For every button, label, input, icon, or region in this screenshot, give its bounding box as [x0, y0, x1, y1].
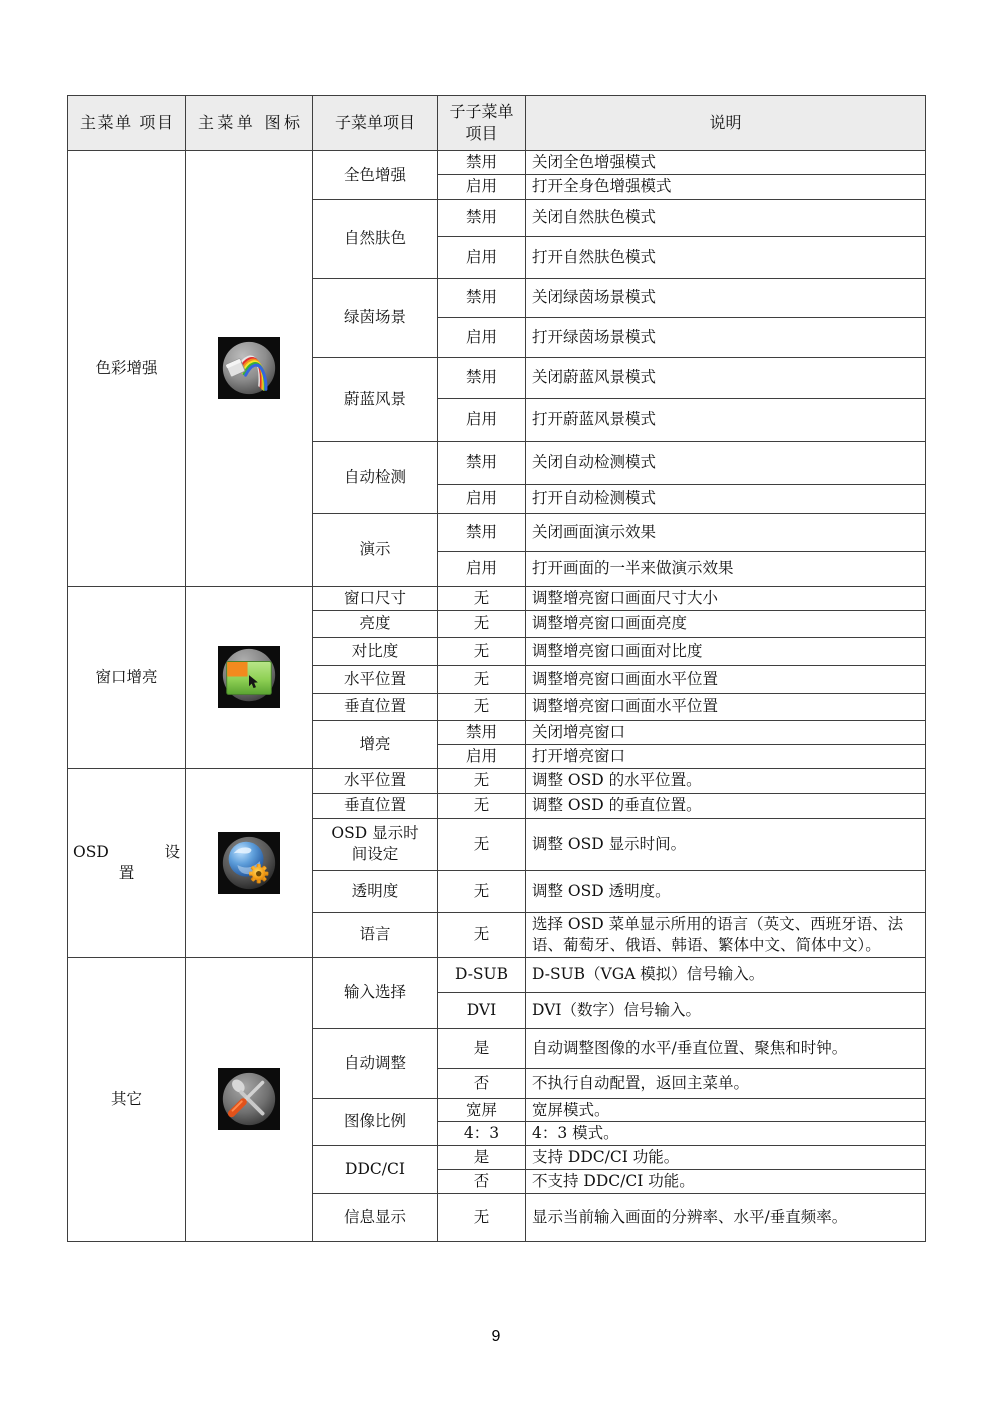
description-cell: 显示当前输入画面的分辨率、水平/垂直频率。 — [526, 1194, 926, 1242]
option-cell: 无 — [438, 818, 526, 870]
header-main-menu-item-label: 主菜单 项目 — [80, 113, 173, 133]
description-cell: 关闭全色增强模式 — [526, 151, 926, 175]
option-cell: 禁用 — [438, 720, 526, 744]
table-header-row — [68, 96, 926, 151]
main-menu-cell: 其它 — [68, 957, 186, 1242]
description-cell: 打开画面的一半来做演示效果 — [526, 551, 926, 586]
submenu-cell: 语言 — [313, 912, 438, 957]
submenu-cell: 自然肤色 — [313, 199, 438, 278]
submenu-cell: 增亮 — [313, 720, 438, 768]
main-menu-icon-cell — [186, 957, 313, 1242]
table-row — [68, 151, 926, 175]
option-cell: 无 — [438, 665, 526, 693]
icon-container — [186, 337, 312, 399]
submenu-cell: 绿茵场景 — [313, 278, 438, 357]
description-cell: 自动调整图像的水平/垂直位置、聚焦和时钟。 — [526, 1028, 926, 1068]
header-main-menu-icon-label: 主菜单 图标 — [198, 113, 300, 133]
option-cell: 禁用 — [438, 513, 526, 551]
description-cell: 调整 OSD 的水平位置。 — [526, 768, 926, 793]
submenu-cell: 水平位置 — [313, 665, 438, 693]
description-cell: 打开全身色增强模式 — [526, 174, 926, 199]
main-menu-label-line2: 置 — [118, 863, 135, 882]
description-cell: 打开自动检测模式 — [526, 484, 926, 513]
option-cell: 启用 — [438, 551, 526, 586]
description-cell: 不执行自动配置，返回主菜单。 — [526, 1068, 926, 1098]
submenu-cell: 信息显示 — [313, 1194, 438, 1242]
option-cell: 是 — [438, 1146, 526, 1170]
description-cell: 支持 DDC/CI 功能。 — [526, 1146, 926, 1170]
table-row — [68, 957, 926, 992]
description-cell: 关闭绿茵场景模式 — [526, 278, 926, 317]
option-cell: 无 — [438, 870, 526, 912]
option-cell: 宽屏 — [438, 1098, 526, 1122]
description-cell: 关闭自动检测模式 — [526, 441, 926, 484]
description-cell: 选择 OSD 菜单显示所用的语言（英文、西班牙语、法语、葡萄牙、俄语、韩语、繁体中文、简体中文）。 — [526, 912, 926, 957]
description-cell: D-SUB（VGA 模拟）信号输入。 — [526, 957, 926, 992]
main-menu-cell — [68, 768, 186, 957]
option-cell: D-SUB — [438, 957, 526, 992]
rainbow-paint-bucket-icon — [218, 337, 280, 399]
icon-container — [186, 646, 312, 708]
main-menu-cell: 窗口增亮 — [68, 586, 186, 768]
description-cell: DVI（数字）信号输入。 — [526, 992, 926, 1028]
option-cell: 无 — [438, 637, 526, 665]
option-cell: 无 — [438, 693, 526, 720]
option-cell: 禁用 — [438, 441, 526, 484]
globe-gear-icon — [218, 832, 280, 894]
option-cell: DVI — [438, 992, 526, 1028]
submenu-label: OSD 显示时间设定 — [331, 824, 419, 864]
option-cell: 启用 — [438, 398, 526, 441]
description-cell: 关闭蔚蓝风景模式 — [526, 357, 926, 398]
description-cell: 调整 OSD 显示时间。 — [526, 818, 926, 870]
submenu-cell: 图像比例 — [313, 1098, 438, 1146]
submenu-cell: 窗口尺寸 — [313, 586, 438, 610]
option-cell: 启用 — [438, 317, 526, 357]
description-cell: 调整增亮窗口画面尺寸大小 — [526, 586, 926, 610]
description-cell: 调整 OSD 的垂直位置。 — [526, 793, 926, 818]
submenu-cell: 蔚蓝风景 — [313, 357, 438, 441]
submenu-cell: 水平位置 — [313, 768, 438, 793]
option-cell: 禁用 — [438, 151, 526, 175]
header-description: 说明 — [526, 96, 926, 151]
option-cell: 启用 — [438, 484, 526, 513]
description-cell: 4：3 模式。 — [526, 1122, 926, 1146]
option-cell: 无 — [438, 586, 526, 610]
description-cell: 调整增亮窗口画面水平位置 — [526, 693, 926, 720]
crossed-tools-icon — [218, 1068, 280, 1130]
submenu-cell: 垂直位置 — [313, 693, 438, 720]
header-subsubmenu-item — [438, 96, 526, 151]
icon-container — [186, 832, 312, 894]
table-row — [68, 586, 926, 610]
menu-structure-table — [67, 95, 926, 1242]
option-cell: 禁用 — [438, 278, 526, 317]
header-main-menu-item — [68, 96, 186, 151]
option-cell: 无 — [438, 793, 526, 818]
description-cell: 打开增亮窗口 — [526, 744, 926, 768]
option-cell: 无 — [438, 1194, 526, 1242]
submenu-cell: 自动检测 — [313, 441, 438, 513]
option-cell: 否 — [438, 1068, 526, 1098]
option-cell: 4：3 — [438, 1122, 526, 1146]
main-menu-label-line1: OSD 设 — [73, 842, 180, 861]
main-menu-icon-cell — [186, 586, 313, 768]
table-row — [68, 768, 926, 793]
option-cell: 禁用 — [438, 357, 526, 398]
brighten-window-icon — [218, 646, 280, 708]
header-main-menu-icon — [186, 96, 313, 151]
description-cell: 宽屏模式。 — [526, 1098, 926, 1122]
description-cell: 关闭自然肤色模式 — [526, 199, 926, 236]
option-cell: 无 — [438, 768, 526, 793]
submenu-cell: 透明度 — [313, 870, 438, 912]
main-menu-icon-cell — [186, 151, 313, 587]
option-cell: 启用 — [438, 236, 526, 278]
option-cell: 无 — [438, 610, 526, 637]
option-cell: 启用 — [438, 744, 526, 768]
description-cell: 不支持 DDC/CI 功能。 — [526, 1170, 926, 1194]
option-cell: 否 — [438, 1170, 526, 1194]
main-menu-icon-cell — [186, 768, 313, 957]
submenu-cell: DDC/CI — [313, 1146, 438, 1194]
main-menu-cell: 色彩增强 — [68, 151, 186, 587]
submenu-cell: 对比度 — [313, 637, 438, 665]
option-cell: 是 — [438, 1028, 526, 1068]
description-cell: 打开蔚蓝风景模式 — [526, 398, 926, 441]
description-cell: 关闭增亮窗口 — [526, 720, 926, 744]
description-cell: 打开自然肤色模式 — [526, 236, 926, 278]
header-subsubmenu-item-label: 子子菜单项目 — [449, 102, 514, 143]
icon-container — [186, 1068, 312, 1130]
submenu-cell: 全色增强 — [313, 151, 438, 200]
submenu-cell — [313, 818, 438, 870]
description-cell: 关闭画面演示效果 — [526, 513, 926, 551]
description-cell: 调整 OSD 透明度。 — [526, 870, 926, 912]
description-cell: 调整增亮窗口画面水平位置 — [526, 665, 926, 693]
option-cell: 无 — [438, 912, 526, 957]
description-cell: 打开绿茵场景模式 — [526, 317, 926, 357]
header-submenu-item: 子菜单项目 — [313, 96, 438, 151]
submenu-cell: 自动调整 — [313, 1028, 438, 1098]
submenu-cell: 输入选择 — [313, 957, 438, 1028]
option-cell: 禁用 — [438, 199, 526, 236]
description-cell: 调整增亮窗口画面亮度 — [526, 610, 926, 637]
description-cell: 调整增亮窗口画面对比度 — [526, 637, 926, 665]
submenu-cell: 亮度 — [313, 610, 438, 637]
submenu-cell: 垂直位置 — [313, 793, 438, 818]
submenu-cell: 演示 — [313, 513, 438, 586]
page-number: 9 — [491, 1328, 501, 1345]
option-cell: 启用 — [438, 174, 526, 199]
